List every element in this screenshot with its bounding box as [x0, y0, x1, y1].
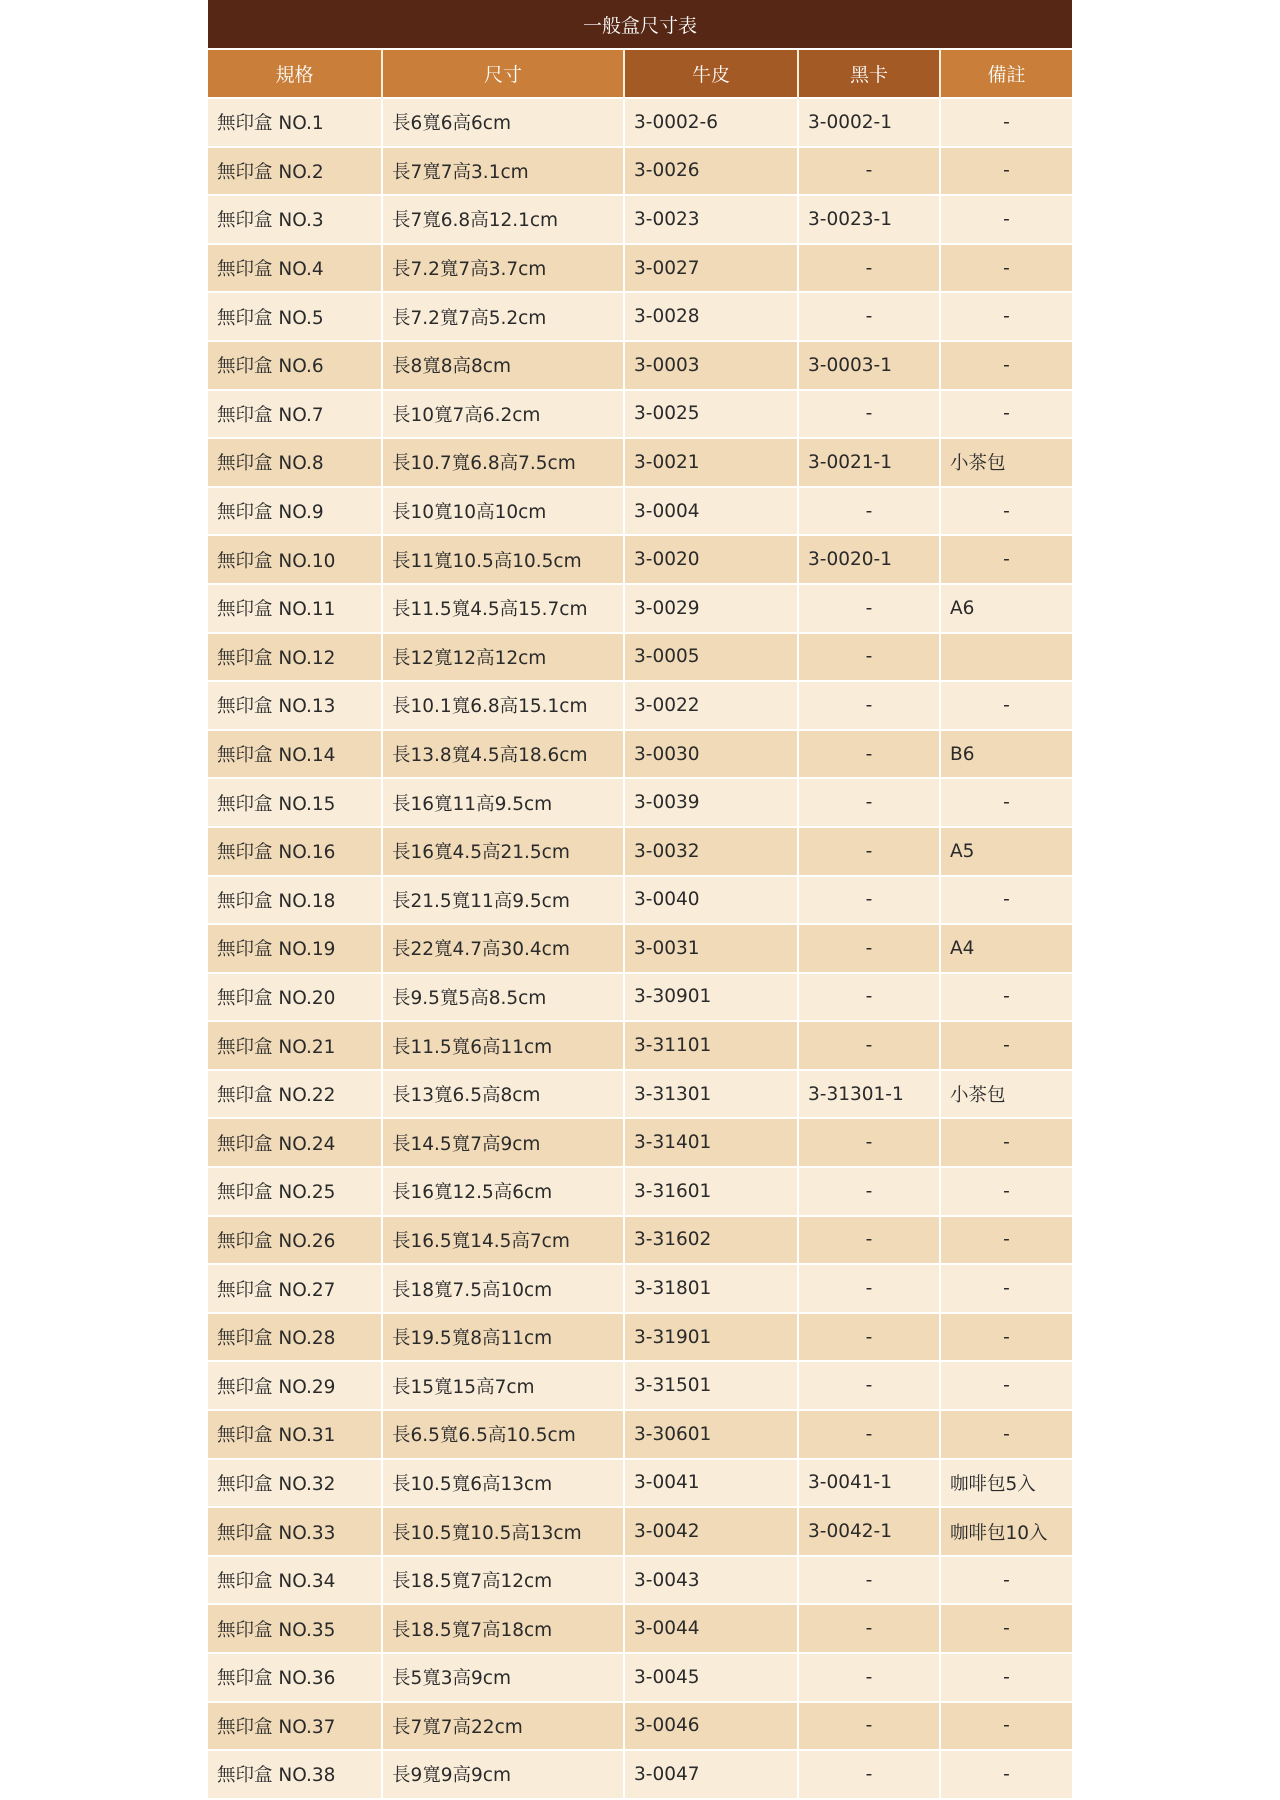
cell-spec: 無印盒 NO.27 [208, 1264, 382, 1313]
cell-kraft: 3-0004 [624, 487, 798, 536]
cell-size: 長9寬9高9cm [382, 1750, 624, 1798]
cell-black-card: 3-0003-1 [798, 341, 940, 390]
cell-spec: 無印盒 NO.24 [208, 1118, 382, 1167]
cell-spec: 無印盒 NO.28 [208, 1313, 382, 1362]
cell-black-card: - [798, 1264, 940, 1313]
cell-size: 長16寬4.5高21.5cm [382, 827, 624, 876]
cell-size: 長6寬6高6cm [382, 98, 624, 147]
cell-black-card: - [798, 292, 940, 341]
table-row [208, 827, 1072, 876]
cell-kraft: 3-30901 [624, 973, 798, 1022]
column-header-spec: 規格 [208, 49, 382, 98]
cell-spec: 無印盒 NO.35 [208, 1604, 382, 1653]
table-body [208, 98, 1072, 1798]
cell-note: A4 [940, 924, 1072, 973]
cell-black-card: - [798, 827, 940, 876]
table-row [208, 195, 1072, 244]
table-row [208, 1167, 1072, 1216]
cell-spec: 無印盒 NO.6 [208, 341, 382, 390]
cell-size: 長7寬7高3.1cm [382, 147, 624, 196]
table-row [208, 1702, 1072, 1751]
cell-size: 長7寬7高22cm [382, 1702, 624, 1751]
cell-kraft: 3-0003 [624, 341, 798, 390]
cell-kraft: 3-0046 [624, 1702, 798, 1751]
cell-black-card: - [798, 973, 940, 1022]
cell-note: - [940, 1264, 1072, 1313]
cell-black-card: - [798, 1702, 940, 1751]
cell-black-card: - [798, 924, 940, 973]
cell-black-card: - [798, 1313, 940, 1362]
table-title: 一般盒尺寸表 [208, 0, 1072, 49]
cell-note: - [940, 195, 1072, 244]
table-row [208, 487, 1072, 536]
cell-spec: 無印盒 NO.20 [208, 973, 382, 1022]
cell-size: 長18寬7.5高10cm [382, 1264, 624, 1313]
cell-spec: 無印盒 NO.32 [208, 1459, 382, 1508]
cell-spec: 無印盒 NO.29 [208, 1361, 382, 1410]
cell-size: 長11寬10.5高10.5cm [382, 535, 624, 584]
cell-black-card: 3-0002-1 [798, 98, 940, 147]
table-row [208, 1653, 1072, 1702]
cell-spec: 無印盒 NO.9 [208, 487, 382, 536]
cell-note: - [940, 535, 1072, 584]
cell-spec: 無印盒 NO.19 [208, 924, 382, 973]
table-row [208, 98, 1072, 147]
cell-kraft: 3-31801 [624, 1264, 798, 1313]
cell-spec: 無印盒 NO.8 [208, 438, 382, 487]
cell-note: - [940, 390, 1072, 439]
cell-size: 長11.5寬4.5高15.7cm [382, 584, 624, 633]
cell-black-card: - [798, 244, 940, 293]
cell-size: 長7.2寬7高3.7cm [382, 244, 624, 293]
table-row [208, 584, 1072, 633]
cell-note: - [940, 1556, 1072, 1605]
column-header-kraft: 牛皮 [624, 49, 798, 98]
cell-spec: 無印盒 NO.38 [208, 1750, 382, 1798]
cell-black-card: - [798, 390, 940, 439]
cell-spec: 無印盒 NO.4 [208, 244, 382, 293]
cell-kraft: 3-30601 [624, 1410, 798, 1459]
cell-size: 長18.5寬7高12cm [382, 1556, 624, 1605]
cell-note: 小茶包 [940, 1070, 1072, 1119]
cell-note: - [940, 1653, 1072, 1702]
cell-note: A6 [940, 584, 1072, 633]
cell-note: A5 [940, 827, 1072, 876]
cell-size: 長16寬11高9.5cm [382, 778, 624, 827]
cell-note: - [940, 244, 1072, 293]
cell-size: 長13寬6.5高8cm [382, 1070, 624, 1119]
cell-black-card: 3-0023-1 [798, 195, 940, 244]
table-row [208, 1264, 1072, 1313]
cell-kraft: 3-0025 [624, 390, 798, 439]
cell-kraft: 3-31601 [624, 1167, 798, 1216]
table-row [208, 778, 1072, 827]
cell-size: 長10.7寬6.8高7.5cm [382, 438, 624, 487]
cell-spec: 無印盒 NO.11 [208, 584, 382, 633]
cell-black-card: - [798, 1750, 940, 1798]
cell-size: 長12寬12高12cm [382, 633, 624, 682]
column-header-black-card: 黑卡 [798, 49, 940, 98]
cell-size: 長10寬10高10cm [382, 487, 624, 536]
cell-black-card: - [798, 1216, 940, 1265]
cell-kraft: 3-0002-6 [624, 98, 798, 147]
table-row [208, 1118, 1072, 1167]
cell-note: - [940, 1216, 1072, 1265]
column-header-size: 尺寸 [382, 49, 624, 98]
cell-black-card: 3-0021-1 [798, 438, 940, 487]
cell-black-card: - [798, 730, 940, 779]
cell-kraft: 3-0029 [624, 584, 798, 633]
cell-black-card: - [798, 633, 940, 682]
cell-black-card: - [798, 487, 940, 536]
cell-note: - [940, 778, 1072, 827]
cell-note: - [940, 1021, 1072, 1070]
cell-spec: 無印盒 NO.7 [208, 390, 382, 439]
table-row [208, 633, 1072, 682]
cell-size: 長9.5寬5高8.5cm [382, 973, 624, 1022]
cell-kraft: 3-0032 [624, 827, 798, 876]
cell-note: 咖啡包10入 [940, 1507, 1072, 1556]
cell-kraft: 3-31602 [624, 1216, 798, 1265]
cell-size: 長5寬3高9cm [382, 1653, 624, 1702]
cell-spec: 無印盒 NO.12 [208, 633, 382, 682]
cell-black-card: - [798, 1556, 940, 1605]
cell-black-card: - [798, 1361, 940, 1410]
cell-size: 長19.5寬8高11cm [382, 1313, 624, 1362]
cell-size: 長10.1寬6.8高15.1cm [382, 681, 624, 730]
cell-spec: 無印盒 NO.31 [208, 1410, 382, 1459]
cell-kraft: 3-0030 [624, 730, 798, 779]
cell-kraft: 3-0027 [624, 244, 798, 293]
table-row [208, 1313, 1072, 1362]
cell-kraft: 3-0026 [624, 147, 798, 196]
cell-note: - [940, 1118, 1072, 1167]
cell-black-card: - [798, 147, 940, 196]
table-row [208, 730, 1072, 779]
column-header-note: 備註 [940, 49, 1072, 98]
cell-kraft: 3-31101 [624, 1021, 798, 1070]
cell-note [940, 633, 1072, 682]
cell-spec: 無印盒 NO.25 [208, 1167, 382, 1216]
cell-kraft: 3-0039 [624, 778, 798, 827]
cell-black-card: - [798, 1604, 940, 1653]
cell-kraft: 3-0042 [624, 1507, 798, 1556]
cell-note: - [940, 973, 1072, 1022]
cell-note: - [940, 1702, 1072, 1751]
table-row [208, 1556, 1072, 1605]
table-row [208, 535, 1072, 584]
table-row [208, 1410, 1072, 1459]
table-row [208, 1459, 1072, 1508]
table-row [208, 292, 1072, 341]
cell-kraft: 3-0028 [624, 292, 798, 341]
table-row [208, 1021, 1072, 1070]
cell-spec: 無印盒 NO.26 [208, 1216, 382, 1265]
cell-note: - [940, 681, 1072, 730]
cell-spec: 無印盒 NO.5 [208, 292, 382, 341]
cell-spec: 無印盒 NO.34 [208, 1556, 382, 1605]
cell-black-card: - [798, 1021, 940, 1070]
cell-size: 長8寬8高8cm [382, 341, 624, 390]
table-row [208, 924, 1072, 973]
table-row [208, 438, 1072, 487]
cell-spec: 無印盒 NO.33 [208, 1507, 382, 1556]
cell-black-card: 3-0042-1 [798, 1507, 940, 1556]
cell-kraft: 3-0043 [624, 1556, 798, 1605]
cell-size: 長10.5寬6高13cm [382, 1459, 624, 1508]
table-header-row [208, 49, 1072, 98]
cell-kraft: 3-0045 [624, 1653, 798, 1702]
cell-spec: 無印盒 NO.13 [208, 681, 382, 730]
cell-size: 長6.5寬6.5高10.5cm [382, 1410, 624, 1459]
cell-black-card: - [798, 681, 940, 730]
cell-size: 長21.5寬11高9.5cm [382, 876, 624, 925]
cell-size: 長18.5寬7高18cm [382, 1604, 624, 1653]
cell-black-card: - [798, 876, 940, 925]
cell-spec: 無印盒 NO.22 [208, 1070, 382, 1119]
cell-note: - [940, 1750, 1072, 1798]
table-row [208, 244, 1072, 293]
cell-note: - [940, 1604, 1072, 1653]
cell-size: 長7寬6.8高12.1cm [382, 195, 624, 244]
box-size-table [208, 0, 1072, 1798]
cell-kraft: 3-0022 [624, 681, 798, 730]
cell-spec: 無印盒 NO.21 [208, 1021, 382, 1070]
cell-size: 長13.8寬4.5高18.6cm [382, 730, 624, 779]
cell-note: - [940, 1361, 1072, 1410]
cell-size: 長16.5寬14.5高7cm [382, 1216, 624, 1265]
cell-kraft: 3-0047 [624, 1750, 798, 1798]
table-row [208, 1361, 1072, 1410]
cell-spec: 無印盒 NO.3 [208, 195, 382, 244]
cell-kraft: 3-0040 [624, 876, 798, 925]
cell-size: 長22寬4.7高30.4cm [382, 924, 624, 973]
cell-spec: 無印盒 NO.15 [208, 778, 382, 827]
cell-spec: 無印盒 NO.36 [208, 1653, 382, 1702]
box-size-table-container [208, 0, 1072, 1798]
cell-note: - [940, 487, 1072, 536]
cell-black-card: - [798, 1167, 940, 1216]
cell-kraft: 3-31501 [624, 1361, 798, 1410]
cell-kraft: 3-0023 [624, 195, 798, 244]
cell-black-card: - [798, 1410, 940, 1459]
table-row [208, 390, 1072, 439]
cell-size: 長11.5寬6高11cm [382, 1021, 624, 1070]
cell-size: 長15寬15高7cm [382, 1361, 624, 1410]
cell-spec: 無印盒 NO.37 [208, 1702, 382, 1751]
cell-size: 長10.5寬10.5高13cm [382, 1507, 624, 1556]
cell-note: - [940, 341, 1072, 390]
cell-spec: 無印盒 NO.1 [208, 98, 382, 147]
cell-note: - [940, 1313, 1072, 1362]
cell-kraft: 3-31301 [624, 1070, 798, 1119]
cell-note: 小茶包 [940, 438, 1072, 487]
cell-note: B6 [940, 730, 1072, 779]
cell-kraft: 3-0041 [624, 1459, 798, 1508]
cell-black-card: 3-0020-1 [798, 535, 940, 584]
cell-kraft: 3-31401 [624, 1118, 798, 1167]
cell-kraft: 3-0021 [624, 438, 798, 487]
cell-note: - [940, 147, 1072, 196]
cell-black-card: - [798, 584, 940, 633]
cell-size: 長14.5寬7高9cm [382, 1118, 624, 1167]
cell-kraft: 3-0031 [624, 924, 798, 973]
cell-black-card: - [798, 1653, 940, 1702]
table-row [208, 1216, 1072, 1265]
table-row [208, 1070, 1072, 1119]
cell-note: - [940, 98, 1072, 147]
cell-kraft: 3-0044 [624, 1604, 798, 1653]
table-row [208, 147, 1072, 196]
cell-note: - [940, 1167, 1072, 1216]
cell-size: 長7.2寬7高5.2cm [382, 292, 624, 341]
cell-note: - [940, 876, 1072, 925]
cell-black-card: - [798, 778, 940, 827]
cell-spec: 無印盒 NO.14 [208, 730, 382, 779]
cell-spec: 無印盒 NO.18 [208, 876, 382, 925]
table-row [208, 681, 1072, 730]
table-row [208, 1507, 1072, 1556]
cell-note: - [940, 292, 1072, 341]
table-row [208, 1604, 1072, 1653]
cell-kraft: 3-0020 [624, 535, 798, 584]
table-row [208, 341, 1072, 390]
cell-spec: 無印盒 NO.2 [208, 147, 382, 196]
cell-size: 長16寬12.5高6cm [382, 1167, 624, 1216]
cell-note: - [940, 1410, 1072, 1459]
cell-black-card: - [798, 1118, 940, 1167]
table-row [208, 973, 1072, 1022]
cell-kraft: 3-31901 [624, 1313, 798, 1362]
cell-note: 咖啡包5入 [940, 1459, 1072, 1508]
cell-kraft: 3-0005 [624, 633, 798, 682]
cell-size: 長10寬7高6.2cm [382, 390, 624, 439]
table-row [208, 876, 1072, 925]
cell-black-card: 3-0041-1 [798, 1459, 940, 1508]
table-row [208, 1750, 1072, 1798]
cell-spec: 無印盒 NO.16 [208, 827, 382, 876]
cell-black-card: 3-31301-1 [798, 1070, 940, 1119]
cell-spec: 無印盒 NO.10 [208, 535, 382, 584]
